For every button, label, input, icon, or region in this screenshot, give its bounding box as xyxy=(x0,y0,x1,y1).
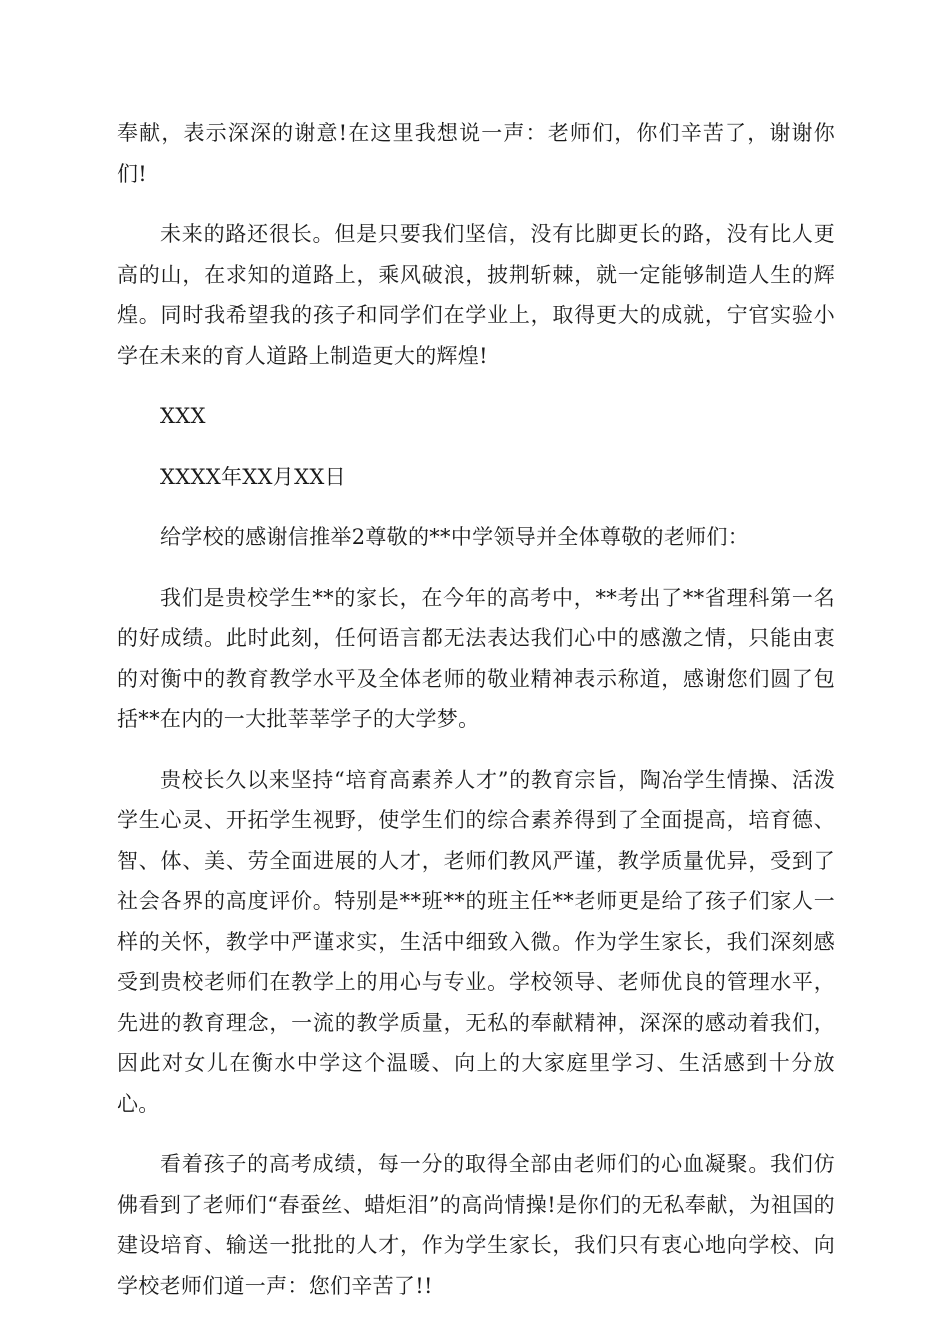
document-body xyxy=(117,113,835,1326)
paragraph-continuation: 奉献，表示深深的谢意!在这里我想说一声：老师们，你们辛苦了，谢谢你们! xyxy=(117,121,835,186)
signature-name: XXX xyxy=(160,404,206,428)
letter-salutation: 给学校的感谢信推举2尊敬的**中学领导并全体尊敬的老师们： xyxy=(160,525,750,549)
signature-date: XXXX年XX月XX日 xyxy=(160,464,346,489)
paragraph-introduction: 我们是贵校学生**的家长，在今年的高考中，**考出了**省理科第一名的好成绩。此时此刻，任何语言都无法表达我们心中的感激之情，只能由衷的对衡中的教育教学水平及全体老师的敬业精神表示称道，感谢您们圆了包括**在内的一大批莘莘学子的大学梦。 xyxy=(117,585,835,731)
paragraph-school-praise: 贵校长久以来坚持“培育高素养人才”的教育宗旨，陶冶学生情操、活泼学生心灵、开拓学生视野，使学生们的综合素养得到了全面提高，培育德、智、体、美、劳全面进展的人才，老师们教风严谨，教学质量优异，受到了社会各界的高度评价。特别是**班**的班主任**老师更是给了孩子们家人一样的关怀，教学中严谨求实，生活中细致入微。作为学生家长，我们深刻感受到贵校老师们在教学上的用心与专业。学校领导、老师优良的管理水平，先进的教育理念，一流的教学质量，无私的奉献精神，深深的感动着我们，因此对女儿在衡水中学这个温暖、向上的大家庭里学习、生活感到十分放心。 xyxy=(117,767,835,1116)
paragraph-gratitude: 看着孩子的高考成绩，每一分的取得全部由老师们的心血凝聚。我们仿佛看到了老师们“春蚕丝、蜡炬泪”的高尚情操!是你们的无私奉献，为祖国的建设培育、输送一批批的人才，作为学生家长，我们只有衷心地向学校、向学校老师们道一声：您们辛苦了!! xyxy=(117,1152,835,1298)
paragraph-future: 未来的路还很长。但是只要我们坚信，没有比脚更长的路，没有比人更高的山，在求知的道路上，乘风破浪，披荆斩棘，就一定能够制造人生的辉煌。同时我希望我的孩子和同学们在学业上，取得更大的成就，宁官实验小学在未来的育人道路上制造更大的辉煌! xyxy=(117,222,835,368)
